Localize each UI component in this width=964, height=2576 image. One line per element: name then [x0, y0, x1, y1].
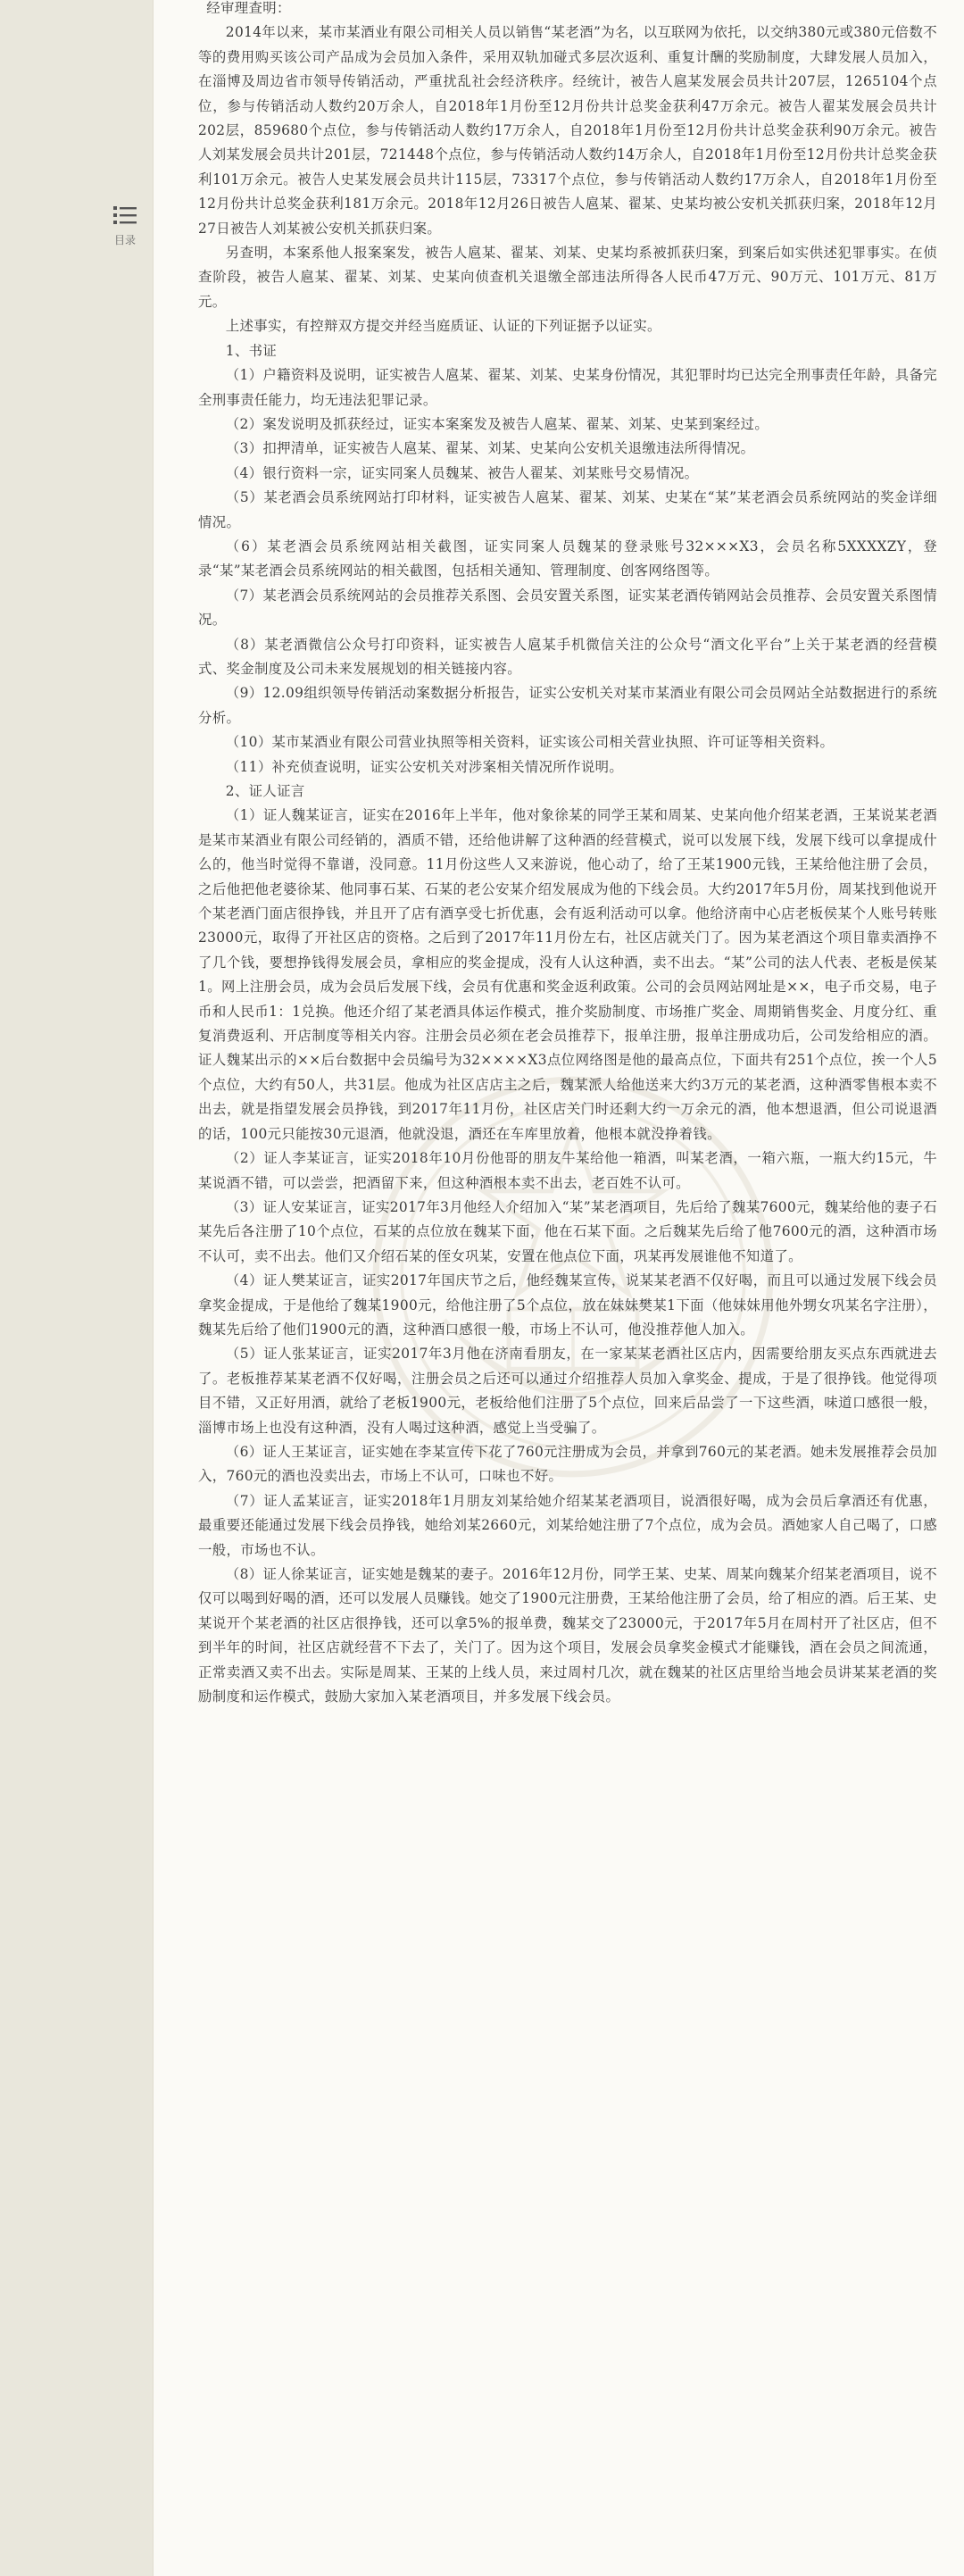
paragraph: 另查明，本案系他人报案案发，被告人扈某、翟某、刘某、史某均系被抓获归案，到案后如实供述犯罪事实。在侦查阶段，被告人扈某、翟某、刘某、史某向侦查机关退缴全部违法所得各人民币47万元、90万元、101万元、81万元。 [198, 245, 937, 310]
testimony-item: （2）证人李某证言，证实2018年10月份他哥的朋友牛某给他一箱酒，叫某老酒，一箱六瓶，一瓶大约15元，牛某说酒不错，可以尝尝，把酒留下来，但这种酒根本卖不出去，老百姓不认可。 [198, 1150, 937, 1191]
toc-label: 目录 [113, 234, 136, 246]
evidence-item: （4）银行资料一宗，证实同案人员魏某、被告人翟某、刘某账号交易情况。 [225, 464, 699, 481]
evidence-item: （6）某老酒会员系统网站相关截图，证实同案人员魏某的登录账号32×××X3，会员名称5XXXXZY，登录“某”某老酒会员系统网站的相关截图，包括相关通知、管理制度、创客网络图等。 [198, 538, 937, 579]
evidence-item: （11）补充侦查说明，证实公安机关对涉案相关情况所作说明。 [225, 758, 624, 775]
paragraph: 2014年以来，某市某酒业有限公司相关人员以销售“某老酒”为名，以互联网为依托，以交纳380元或380元倍数不等的费用购买该公司产品成为会员加入条件，采用双轨加碰式多层次返利、重复计酬的奖励制度，大肆发展人员加入，在淄博及周边省市领导传销活动，严重扰乱社会经济秩序。经统计，被告人扈某发展会员共计207层，1265104个点位，参与传销活动人数约20万余人，自2018年1月份至12月份共计总奖金获利47万余元。被告人翟某发展会员共计202层，859680个点位，参与传销活动人数约17万余人，自2018年1月份至12月份共计总奖金获利90万余元。被告人刘某发展会员共计201层，721448个点位，参与传销活动人数约14万余人，自2018年1月份至12月份共计总奖金获利101万余元。被告人史某发展会员共计115层，73317个点位，参与传销活动人数约17万余人，自2018年1月份至12月份共计总奖金获利181万余元。2018年12月26日被告人扈某、翟某、史某均被公安机关抓获归案，2018年12月27日被告人刘某被公安机关抓获归案。 [198, 24, 937, 237]
testimony-item: （3）证人安某证言，证实2017年3月他经人介绍加入“某”某老酒项目，先后给了魏某7600元，魏某给他的妻子石某先后各注册了10个点位，石某的点位放在魏某下面，他在石某下面。之后魏某先后给了他7600元的酒，这种酒市场不认可，卖不出去。他们又介绍石某的侄女巩某，安置在他点位下面，巩某再发展谁他不知道了。 [198, 1198, 937, 1264]
testimony-item: （7）证人孟某证言，证实2018年1月朋友刘某给她介绍某某老酒项目，说酒很好喝，成为会员后拿酒还有优惠，最重要还能通过发展下线会员挣钱，她给刘某2660元，刘某给她注册了7个点位，成为会员。酒她家人自己喝了，口感一般，市场也不认。 [198, 1492, 937, 1558]
evidence-item: （2）案发说明及抓获经过，证实本案案发及被告人扈某、翟某、刘某、史某到案经过。 [225, 415, 769, 432]
testimony-item: （5）证人张某证言，证实2017年3月他在济南看朋友，在一家某某老酒社区店内，因需要给朋友买点东西就进去了。老板推荐某某老酒不仅好喝，注册会员之后还可以通过介绍推荐人员加入拿奖金、提成，于是了很挣钱。他觉得项目不错，又正好用酒，就给了老板1900元，老板给他们注册了5个点位，回来后品尝了一下这些酒，味道口感很一般，淄博市场上也没有这种酒，没有人喝过这种酒，感觉上当受骗了。 [198, 1346, 937, 1436]
evidence-item: （5）某老酒会员系统网站打印材料，证实被告人扈某、翟某、刘某、史某在“某”某老酒会员系统网站的奖金详细情况。 [198, 489, 937, 530]
paragraph: 上述事实，有控辩双方提交并经当庭质证、认证的下列证据予以证实。 [225, 318, 661, 335]
document-page [154, 0, 964, 2576]
testimony-item: （8）证人徐某证言，证实她是魏某的妻子。2016年12月份，同学王某、史某、周某向魏某介绍某老酒项目，说不仅可以喝到好喝的酒，还可以发展人员赚钱。她交了1900元注册费，王某给他注册了会员，给了相应的酒。后王某、史某说开个某老酒的社区店很挣钱，还可以拿5%的报单费，魏某交了23000元，于2017年5月在周村开了社区店，但不到半年的时间，社区店就经营不下去了，关门了。因为这个项目，发展会员拿奖金模式才能赚钱，酒在会员之间流通，正常卖酒又卖不出去。实际是周某、王某的上线人员，来过周村几次，就在魏某的社区店里给当地会员讲某某老酒的奖励制度和运作模式，鼓励大家加入某老酒项目，并多发展下线会员。 [198, 1566, 937, 1705]
evidence-item: （10）某市某酒业有限公司营业执照等相关资料，证实该公司相关营业执照、许可证等相关资料。 [225, 734, 835, 751]
evidence-item: （9）12.09组织领导传销活动案数据分析报告，证实公安机关对某市某酒业有限公司会员网站全站数据进行的系统分析。 [198, 685, 937, 726]
testimony-item: （1）证人魏某证言，证实在2016年上半年，他对象徐某的同学王某和周某、史某向他介绍某老酒，王某说某老酒是某市某酒业有限公司经销的，酒质不错，还给他讲解了这种酒的经营模式，说可以发展下线，发展下线可以拿提成什么的，他当时觉得不靠谱，没同意。11月份这些人又来游说，他心动了，给了王某1900元钱，王某给他注册了会员，之后他把他老婆徐某、他同事石某、石某的老公安某介绍发展成为他的下线会员。大约2017年5月份，周某找到他说开个某老酒门面店很挣钱，并且开了店有酒享受七折优惠，会有返利活动可以拿。他给济南中心店老板侯某个人账号转账23000元，取得了开社区店的资格。之后到了2017年11月份左右，社区店就关门了。因为某老酒这个项目靠卖酒挣不了几个钱，要想挣钱得发展会员，拿相应的奖金提成，没有人认这种酒，卖不出去。“某”公司的法人代表、老板是侯某1。网上注册会员，成为会员后发展下线，会员有优惠和奖金返利政策。公司的会员网站网址是××，电子币交易，电子币和人民币1：1兑换。他还介绍了某老酒具体运作模式，推介奖励制度、市场推广奖金、周期销售奖金、月度分红、重复消费返利、开店制度等相关内容。注册会员必须在老会员推荐下，报单注册，报单注册成功后，公司发给相应的酒。证人魏某出示的××后台数据中会员编号为32××××X3点位网络图是他的最高点位，下面共有251个点位，挨一个人5个点位，大约有50人，共31层。他成为社区店店主之后，魏某派人给他送来大约3万元的某老酒，这种酒零售根本卖不出去，就是指望发展会员挣钱，到2017年11月份，社区店关门时还剩大约一万余元的酒，他本想退酒，但公司说退酒的话，100元只能按30元退酒，他就没退，酒还在车库里放着，他根本就没挣着钱。 [198, 807, 937, 1142]
evidence-item: （7）某老酒会员系统网站的会员推荐关系图、会员安置关系图，证实某老酒传销网站会员推荐、会员安置关系图情况。 [198, 587, 937, 629]
evidence-item: （3）扣押清单，证实被告人扈某、翟某、刘某、史某向公安机关退缴违法所得情况。 [225, 440, 755, 457]
document-heading: 经审理查明： [206, 0, 291, 16]
evidence-item: （1）户籍资料及说明，证实被告人扈某、翟某、刘某、史某身份情况，其犯罪时均已达完全刑事责任年龄，具备完全刑事责任能力，均无违法犯罪记录。 [198, 367, 937, 408]
evidence-item: （8）某老酒微信公众号打印资料，证实被告人扈某手机微信关注的公众号“酒文化平台”上关于某老酒的经营模式、奖金制度及公司未来发展规划的相关链接内容。 [198, 636, 937, 677]
document-body [154, 0, 964, 1709]
toc-button[interactable] [104, 204, 146, 247]
list-icon [112, 204, 138, 230]
section-heading: 2、证人证言 [225, 783, 305, 799]
testimony-item: （6）证人王某证言，证实她在李某宣传下花了760元注册成为会员，并拿到760元的某老酒。她未发展推荐会员加入，760元的酒也没卖出去，市场上不认可，口味也不好。 [198, 1443, 937, 1485]
section-heading: 1、书证 [225, 342, 278, 359]
testimony-item: （4）证人樊某证言，证实2017年国庆节之后，他经魏某宣传，说某某老酒不仅好喝，而且可以通过发展下线会员拿奖金提成，于是他给了魏某1900元，给他注册了5个点位，放在妹妹樊某1下面（他妹妹用他外甥女巩某名字注册），魏某先后给了他们1900元的酒，这种酒口感很一般，市场上不认可，他没推荐他人加入。 [198, 1272, 937, 1338]
left-margin [0, 0, 150, 2576]
